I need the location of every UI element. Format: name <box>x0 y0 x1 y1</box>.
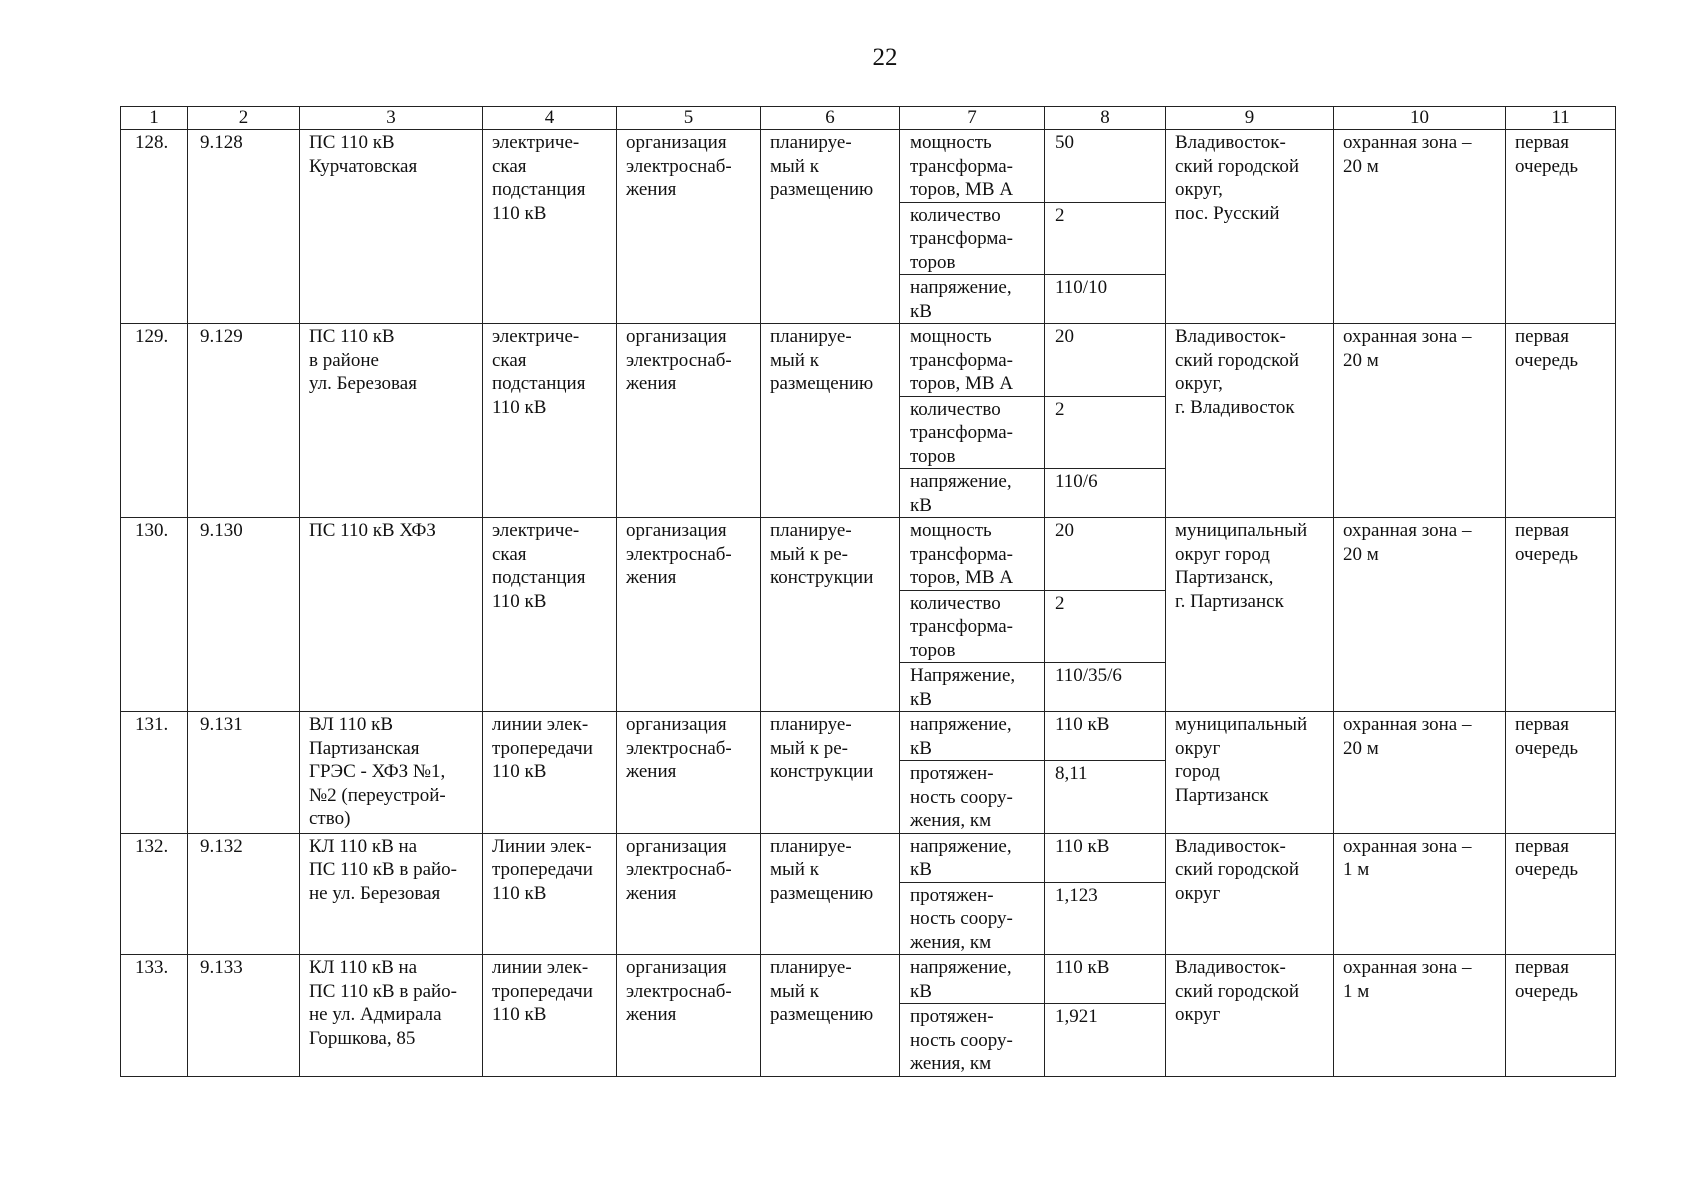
parameter-name-text: количество трансформа- торов <box>910 398 1013 467</box>
parameter-value-text: 20 <box>1055 326 1074 347</box>
implementation-queue <box>1506 955 1616 1077</box>
object-location-text: Владивосток- ский городской округ, г. Владивосток <box>1175 326 1300 418</box>
object-code <box>188 712 300 834</box>
parameter-value <box>1045 590 1166 663</box>
object-purpose <box>617 518 761 712</box>
parameter-value <box>1045 396 1166 469</box>
column-number: 6 <box>761 107 900 130</box>
parameter-name <box>900 202 1045 275</box>
table-row <box>121 324 1616 397</box>
implementation-queue-text: первая очередь <box>1515 520 1579 565</box>
parameter-name <box>900 130 1045 203</box>
object-type <box>483 324 617 518</box>
object-location-text: муниципальный округ город Партизанск <box>1175 714 1308 806</box>
column-number: 1 <box>121 107 188 130</box>
row-number <box>121 518 188 712</box>
parameter-value-text: 110/10 <box>1055 277 1108 298</box>
object-status-text: планируе- мый к размещению <box>770 326 874 394</box>
object-location-text: Владивосток- ский городской округ, пос. Русский <box>1175 132 1300 224</box>
object-purpose <box>617 324 761 518</box>
parameter-value-text: 8,11 <box>1055 763 1088 784</box>
object-location <box>1166 833 1334 955</box>
protection-zone-text: охранная зона – 1 м <box>1343 957 1472 1002</box>
object-name-text: ПС 110 кВ Курчатовская <box>309 132 418 177</box>
row-number-text: 129. <box>135 326 169 347</box>
object-type <box>483 833 617 955</box>
object-code-text: 9.133 <box>200 957 243 978</box>
parameter-name <box>900 275 1045 324</box>
object-purpose-text: организация электроснаб- жения <box>626 326 732 394</box>
object-code <box>188 130 300 324</box>
column-number: 10 <box>1334 107 1506 130</box>
row-number-text: 133. <box>135 957 169 978</box>
object-type <box>483 712 617 834</box>
object-status <box>761 712 900 834</box>
parameter-name <box>900 518 1045 591</box>
protection-zone <box>1334 712 1506 834</box>
parameter-name <box>900 712 1045 761</box>
implementation-queue <box>1506 518 1616 712</box>
protection-zone <box>1334 518 1506 712</box>
object-status <box>761 955 900 1077</box>
row-number <box>121 130 188 324</box>
object-name <box>300 324 483 518</box>
parameter-name <box>900 882 1045 955</box>
table-row <box>121 833 1616 882</box>
parameter-value <box>1045 882 1166 955</box>
row-number <box>121 833 188 955</box>
object-location-text: Владивосток- ский городской округ <box>1175 835 1300 904</box>
row-number <box>121 955 188 1077</box>
parameter-name-text: напряжение, кВ <box>910 471 1012 516</box>
object-code-text: 9.129 <box>200 326 243 347</box>
parameter-value <box>1045 1004 1166 1077</box>
implementation-queue-text: первая очередь <box>1515 957 1579 1002</box>
object-purpose-text: организация электроснаб- жения <box>626 714 732 782</box>
table-row <box>121 955 1616 1004</box>
object-purpose-text: организация электроснаб- жения <box>626 957 732 1025</box>
table-row <box>121 518 1616 591</box>
implementation-queue <box>1506 712 1616 834</box>
parameter-value-text: 1,123 <box>1055 884 1098 906</box>
column-number: 9 <box>1166 107 1334 130</box>
row-number-text: 131. <box>135 714 169 735</box>
object-type-text: Линии элек- тропередачи 110 кВ <box>492 835 593 904</box>
object-location-text: муниципальный округ город Партизанск, г. Партизанск <box>1175 520 1308 612</box>
parameter-value-text: 110/6 <box>1055 471 1098 492</box>
parameter-value-text: 1,921 <box>1055 1006 1098 1027</box>
object-purpose-text: организация электроснаб- жения <box>626 132 732 200</box>
parameter-value <box>1045 469 1166 518</box>
object-name-text: КЛ 110 кВ на ПС 110 кВ в райо- не ул. Адмирала Горшкова, 85 <box>309 957 457 1049</box>
implementation-queue <box>1506 130 1616 324</box>
object-name <box>300 130 483 324</box>
object-type-text: электриче- ская подстанция 110 кВ <box>492 520 586 612</box>
object-status <box>761 324 900 518</box>
parameter-value <box>1045 955 1166 1004</box>
parameter-name-text: протяжен- ность соору- жения, км <box>910 884 1013 953</box>
protection-zone <box>1334 833 1506 955</box>
parameter-name-text: мощность трансформа- торов, МВ А <box>910 326 1014 394</box>
object-code <box>188 833 300 955</box>
parameter-value <box>1045 130 1166 203</box>
protection-zone-text: охранная зона – 20 м <box>1343 132 1472 177</box>
object-code-text: 9.132 <box>200 835 243 857</box>
object-purpose <box>617 130 761 324</box>
parameter-value <box>1045 518 1166 591</box>
object-status-text: планируе- мый к ре- конструкции <box>770 520 874 588</box>
parameter-value <box>1045 833 1166 882</box>
parameter-name <box>900 396 1045 469</box>
row-number <box>121 712 188 834</box>
parameter-name-text: Напряжение, кВ <box>910 665 1016 710</box>
column-number-header-row <box>121 107 1616 130</box>
protection-zone-text: охранная зона – 1 м <box>1343 835 1472 880</box>
column-number: 4 <box>483 107 617 130</box>
object-type-text: линии элек- тропередачи 110 кВ <box>492 714 593 782</box>
object-name-text: КЛ 110 кВ на ПС 110 кВ в райо- не ул. Березовая <box>309 835 457 904</box>
parameter-name <box>900 469 1045 518</box>
object-type-text: линии элек- тропередачи 110 кВ <box>492 957 593 1025</box>
object-status-text: планируе- мый к размещению <box>770 132 874 200</box>
object-location <box>1166 130 1334 324</box>
parameter-name-text: протяжен- ность соору- жения, км <box>910 763 1013 831</box>
object-location-text: Владивосток- ский городской округ <box>1175 957 1300 1025</box>
object-name <box>300 955 483 1077</box>
parameter-name-text: напряжение, кВ <box>910 714 1012 759</box>
parameter-name-text: мощность трансформа- торов, МВ А <box>910 520 1014 588</box>
parameter-value <box>1045 761 1166 834</box>
protection-zone-text: охранная зона – 20 м <box>1343 520 1472 565</box>
parameter-value-text: 2 <box>1055 398 1065 420</box>
parameter-name <box>900 955 1045 1004</box>
object-purpose <box>617 833 761 955</box>
protection-zone-text: охранная зона – 20 м <box>1343 714 1472 759</box>
parameter-name-text: количество трансформа- торов <box>910 204 1013 273</box>
protection-zone <box>1334 324 1506 518</box>
parameter-value-text: 110/35/6 <box>1055 665 1122 686</box>
object-location <box>1166 324 1334 518</box>
table-row <box>121 712 1616 761</box>
object-code-text: 9.131 <box>200 714 243 735</box>
implementation-queue-text: первая очередь <box>1515 326 1579 371</box>
parameter-name <box>900 761 1045 834</box>
implementation-queue-text: первая очередь <box>1515 835 1579 880</box>
object-status <box>761 130 900 324</box>
implementation-queue-text: первая очередь <box>1515 714 1579 759</box>
object-location <box>1166 518 1334 712</box>
object-name-text: ПС 110 кВ в районе ул. Березовая <box>309 326 417 394</box>
row-number-text: 130. <box>135 520 169 541</box>
object-code-text: 9.130 <box>200 520 243 541</box>
object-type <box>483 955 617 1077</box>
object-name <box>300 712 483 834</box>
parameter-name-text: количество трансформа- торов <box>910 592 1013 661</box>
row-number-text: 128. <box>135 132 169 153</box>
object-location <box>1166 955 1334 1077</box>
parameter-value <box>1045 712 1166 761</box>
implementation-queue <box>1506 324 1616 518</box>
parameter-value-text: 50 <box>1055 132 1074 153</box>
parameter-value-text: 110 кВ <box>1055 714 1110 735</box>
object-status-text: планируе- мый к ре- конструкции <box>770 714 874 782</box>
parameter-value-text: 2 <box>1055 204 1065 226</box>
row-number <box>121 324 188 518</box>
row-number-text: 132. <box>135 835 169 857</box>
column-number: 11 <box>1506 107 1616 130</box>
implementation-queue-text: первая очередь <box>1515 132 1579 177</box>
object-purpose <box>617 955 761 1077</box>
parameter-name <box>900 324 1045 397</box>
object-type <box>483 518 617 712</box>
column-number: 3 <box>300 107 483 130</box>
parameter-value <box>1045 275 1166 324</box>
column-number: 5 <box>617 107 761 130</box>
object-purpose <box>617 712 761 834</box>
facilities-table <box>120 106 1616 1077</box>
parameter-value-text: 110 кВ <box>1055 957 1110 978</box>
object-type-text: электриче- ская подстанция 110 кВ <box>492 326 586 418</box>
parameter-value <box>1045 324 1166 397</box>
implementation-queue <box>1506 833 1616 955</box>
object-name <box>300 833 483 955</box>
parameter-name-text: напряжение, кВ <box>910 835 1012 880</box>
object-code <box>188 955 300 1077</box>
page-number: 22 <box>872 44 898 71</box>
object-status-text: планируе- мый к размещению <box>770 957 874 1025</box>
column-number: 2 <box>188 107 300 130</box>
parameter-name <box>900 590 1045 663</box>
parameter-name-text: напряжение, кВ <box>910 957 1012 1002</box>
column-number: 7 <box>900 107 1045 130</box>
parameter-name-text: протяжен- ность соору- жения, км <box>910 1006 1013 1074</box>
parameter-value-text: 20 <box>1055 520 1074 541</box>
parameter-name <box>900 1004 1045 1077</box>
column-number: 8 <box>1045 107 1166 130</box>
protection-zone-text: охранная зона – 20 м <box>1343 326 1472 371</box>
object-type <box>483 130 617 324</box>
parameter-name-text: напряжение, кВ <box>910 277 1012 322</box>
parameter-value-text: 110 кВ <box>1055 835 1110 857</box>
object-name-text: ВЛ 110 кВ Партизанская ГРЭС - ХФЗ №1, №2 (переустрой- ство) <box>309 714 446 829</box>
table-body <box>121 130 1616 1077</box>
object-name <box>300 518 483 712</box>
object-code <box>188 518 300 712</box>
parameter-value-text: 2 <box>1055 592 1065 614</box>
object-status <box>761 518 900 712</box>
parameter-value <box>1045 202 1166 275</box>
object-location <box>1166 712 1334 834</box>
object-status-text: планируе- мый к размещению <box>770 835 874 904</box>
object-code-text: 9.128 <box>200 132 243 153</box>
table-row <box>121 130 1616 203</box>
object-type-text: электриче- ская подстанция 110 кВ <box>492 132 586 224</box>
object-name-text: ПС 110 кВ ХФЗ <box>309 520 436 541</box>
parameter-value <box>1045 663 1166 712</box>
parameter-name <box>900 833 1045 882</box>
protection-zone <box>1334 955 1506 1077</box>
object-purpose-text: организация электроснаб- жения <box>626 520 732 588</box>
protection-zone <box>1334 130 1506 324</box>
parameter-name-text: мощность трансформа- торов, МВ А <box>910 132 1014 200</box>
object-status <box>761 833 900 955</box>
parameter-name <box>900 663 1045 712</box>
object-purpose-text: организация электроснаб- жения <box>626 835 732 904</box>
object-code <box>188 324 300 518</box>
